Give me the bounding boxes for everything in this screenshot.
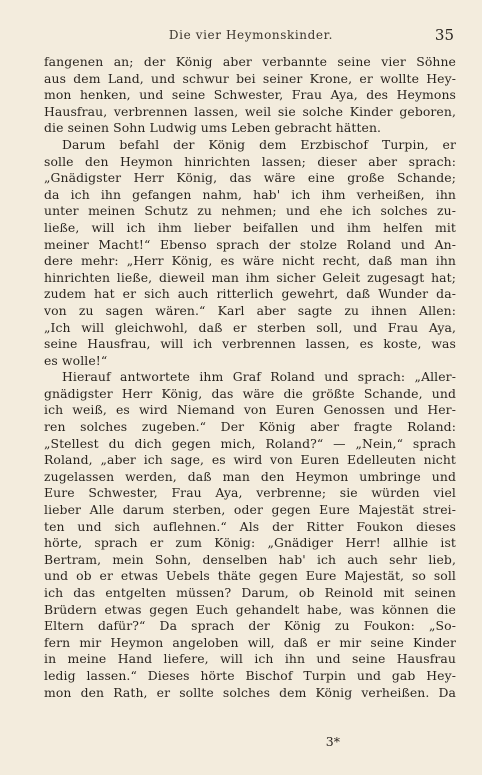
text-line: da ich ihn gefangen nahm, hab' ich ihm verheißen, ihn <box>44 186 456 202</box>
text-line: Bertram, mein Sohn, denselben hab' ich auch sehr lieb, <box>44 551 456 567</box>
text-line: „Ich will gleichwohl, daß er sterben soll, und Frau Aya, <box>44 319 456 335</box>
running-title: Die vier Heymonskinder. <box>168 28 334 42</box>
page-header <box>48 24 454 46</box>
text-line: hörte, sprach er zum König: „Gnädiger Herr! allhie ist <box>44 535 456 551</box>
text-line: ren solches zugeben.“ Der König aber fragte Roland: <box>44 419 456 435</box>
text-line: Eure Schwester, Frau Aya, verbrenne; sie würden viel <box>44 485 456 501</box>
page-number: 35 <box>434 26 454 44</box>
text-line: solle den Heymon hinrichten lassen; dieser aber sprach: <box>44 153 456 169</box>
text-line: fangenen an; der König aber verbannte seine vier Söhne <box>44 54 456 69</box>
text-line: es wolle!“ <box>44 352 108 368</box>
text-line: meiner Macht!“ Ebenso sprach der stolze Roland und An- <box>44 236 456 252</box>
text-line: Darum befahl der König dem Erzbischof Turpin, er <box>62 136 456 152</box>
text-body <box>44 54 456 701</box>
text-line: mon henken, und seine Schwester, Frau Aya, des Heymons <box>44 87 456 103</box>
text-line: Hausfrau, verbrennen lassen, weil sie solche Kinder geboren, <box>44 103 456 119</box>
text-line: ten und sich auflehnen.“ Als der Ritter Foukon dieses <box>44 518 456 534</box>
text-line: fern mir Heymon angeloben will, daß er mir seine Kinder <box>44 634 456 650</box>
text-line: dere mehr: „Herr König, es wäre nicht recht, daß man ihn <box>44 253 456 269</box>
text-line: zudem hat er sich auch ritterlich gewehrt, daß Wunder da- <box>44 286 456 302</box>
text-line: ich weiß, es wird Niemand von Euren Genossen und Her- <box>44 402 456 418</box>
text-line: Brüdern etwas gegen Euch gehandelt habe, was können die <box>44 601 456 617</box>
text-line: seine Hausfrau, will ich verbrennen lassen, es koste, was <box>44 336 456 352</box>
text-line: Hierauf antwortete ihm Graf Roland und sprach: „Aller- <box>62 369 456 385</box>
text-line: „Gnädigster Herr König, das wäre eine große Schande; <box>44 170 456 186</box>
text-line: hinrichten ließe, dieweil man ihm sicher Geleit zugesagt hat; <box>44 269 456 285</box>
text-line: und ob er etwas Uebels thäte gegen Eure Majestät, so soll <box>44 568 456 584</box>
text-line: von zu sagen wären.“ Karl aber sagte zu ihnen Allen: <box>44 302 456 318</box>
text-line: zugelassen werden, daß man den Heymon umbringe und <box>44 468 456 484</box>
text-line: gnädigster Herr König, das wäre die größte Schande, und <box>44 385 456 401</box>
text-line: Eltern dafür?“ Da sprach der König zu Foukon: „So- <box>44 618 456 634</box>
text-line: unter meinen Schutz zu nehmen; und ehe ich solches zu- <box>44 203 456 219</box>
text-line: Roland, „aber ich sage, es wird von Euren Edelleuten nicht <box>44 452 456 468</box>
text-line: lieber Alle darum sterben, oder gegen Eure Majestät strei- <box>44 502 456 518</box>
text-line: „Stellest du dich gegen mich, Roland?“ — „Nein,“ sprach <box>44 435 456 451</box>
text-line: die seinen Sohn Ludwig ums Leben gebracht hätten. <box>44 120 382 136</box>
text-line: mon den Rath, er sollte solches dem König verheißen. Da <box>44 684 456 700</box>
text-line: ich das entgelten müssen? Darum, ob Reinold mit seinen <box>44 585 456 600</box>
text-line: aus dem Land, und schwur bei seiner Krone, er wollte Hey- <box>44 70 456 86</box>
text-line: in meine Hand liefere, will ich ihn und seine Hausfrau <box>44 651 456 667</box>
text-line: ließe, will ich ihm lieber beifallen und ihm helfen mit <box>44 219 456 235</box>
signature-mark: 3* <box>325 734 340 749</box>
text-line: ledig lassen.“ Dieses hörte Bischof Turpin und gab Hey- <box>44 667 456 683</box>
